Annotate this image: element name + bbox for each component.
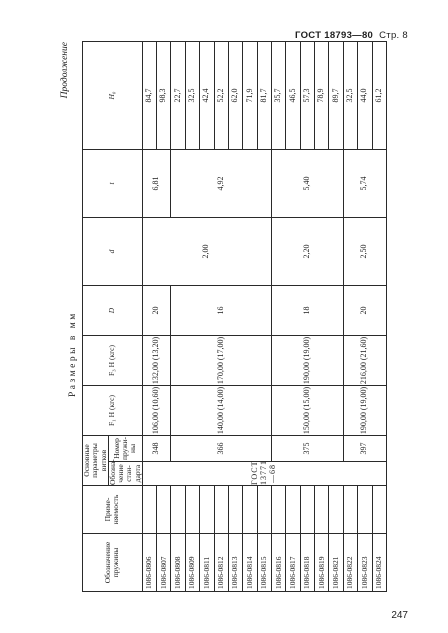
col-main-params: Основные параметры витков: [83, 435, 109, 485]
page-number: 247: [391, 610, 408, 621]
cell-designation: 1086-0817: [286, 534, 300, 592]
cell-D: 16: [171, 285, 272, 335]
cell-h0: 81,7: [257, 41, 271, 149]
cell-f1: 150,00 (15,00): [271, 385, 343, 435]
cell-h0: 32,5: [343, 41, 357, 149]
cell-f3: 216,00 (21,60): [343, 335, 386, 385]
cell-h0: 62,0: [228, 41, 242, 149]
cell-spring-no: 375: [271, 435, 343, 461]
cell-h0: 57,3: [300, 41, 314, 149]
cell-f3: 190,00 (19,00): [271, 335, 343, 385]
cell-h0: 98,3: [157, 41, 171, 149]
cell-applicability: [271, 486, 285, 534]
page-label: Стр. 8: [379, 30, 408, 41]
cell-h0: 44,0: [358, 41, 372, 149]
cell-h0: 32,5: [185, 41, 199, 149]
cell-h0: 52,2: [214, 41, 228, 149]
cell-D: 18: [271, 285, 343, 335]
col-D: D: [83, 285, 143, 335]
cell-applicability: [243, 486, 257, 534]
cell-t: 5,40: [271, 149, 343, 217]
cell-designation: 1086-0807: [157, 534, 171, 592]
cell-designation: 1086-0819: [315, 534, 329, 592]
col-gost-designation: Обозна-чение стан-дарта: [107, 459, 142, 485]
cell-h0: 84,7: [142, 41, 156, 149]
cell-f3: 170,00 (17,00): [171, 335, 272, 385]
col-f3: F₃ Н (кгс): [83, 335, 143, 385]
cell-h0: 22,7: [171, 41, 185, 149]
spring-dimensions-table: [82, 41, 387, 592]
page-header: [295, 30, 408, 41]
col-applicability: Приме-няемость: [83, 486, 143, 534]
cell-d: 2,20: [271, 217, 343, 285]
cell-f1: 140,00 (14,00): [171, 385, 272, 435]
cell-applicability: [214, 486, 228, 534]
cell-applicability: [228, 486, 242, 534]
cell-applicability: [200, 486, 214, 534]
cell-spring-no: 348: [142, 435, 171, 461]
cell-designation: 1086-0822: [343, 534, 357, 592]
cell-gost: ГОСТ 13771—68: [142, 462, 386, 486]
cell-d: 2,00: [142, 217, 271, 285]
cell-applicability: [157, 486, 171, 534]
cell-applicability: [300, 486, 314, 534]
cell-applicability: [372, 486, 387, 534]
cell-h0: 35,7: [271, 41, 285, 149]
cell-f1: 106,00 (10,60): [142, 385, 171, 435]
cell-designation: 1086-0815: [257, 534, 271, 592]
cell-applicability: [286, 486, 300, 534]
cell-h0: 71,9: [243, 41, 257, 149]
cell-applicability: [343, 486, 357, 534]
cell-designation: 1086-0813: [228, 534, 242, 592]
cell-f3: 132,00 (13,20): [142, 335, 171, 385]
cell-designation: 1086-0823: [358, 534, 372, 592]
cell-d: 2,50: [343, 217, 386, 285]
cell-designation: 1086-0809: [185, 534, 199, 592]
cell-applicability: [329, 486, 343, 534]
rotated-table-block: [62, 42, 387, 592]
cell-h0: 46,5: [286, 41, 300, 149]
cell-designation: 1086-0814: [243, 534, 257, 592]
cell-applicability: [315, 486, 329, 534]
cell-h0: 61,2: [372, 41, 387, 149]
col-t: t: [83, 149, 143, 217]
cell-designation: 1086-0824: [372, 534, 387, 592]
cell-designation: 1086-0808: [171, 534, 185, 592]
table-title: Размеры в мм: [68, 311, 78, 397]
cell-designation: 1086-0818: [300, 534, 314, 592]
cell-designation: 1086-0816: [271, 534, 285, 592]
continued-label: Продолжение: [60, 42, 70, 99]
col-f1: F₁ Н (кгс): [83, 385, 143, 435]
cell-t: 4,92: [171, 149, 272, 217]
cell-applicability: [142, 486, 156, 534]
cell-spring-no: 366: [171, 435, 272, 461]
cell-h0: 78,9: [315, 41, 329, 149]
cell-f1: 190,00 (19,00): [343, 385, 386, 435]
cell-spring-no: 397: [343, 435, 386, 461]
cell-applicability: [185, 486, 199, 534]
cell-t: 5,74: [343, 149, 386, 217]
col-d: d: [83, 217, 143, 285]
col-H0: H₀: [83, 41, 143, 149]
cell-applicability: [358, 486, 372, 534]
cell-t: 6,81: [142, 149, 171, 217]
cell-D: 20: [142, 285, 171, 335]
cell-D: 20: [343, 285, 386, 335]
cell-h0: 89,7: [329, 41, 343, 149]
cell-h0: 42,4: [200, 41, 214, 149]
cell-designation: 1086-0811: [200, 534, 214, 592]
cell-designation: 1086-0806: [142, 534, 156, 592]
cell-applicability: [171, 486, 185, 534]
cell-designation: 1086-0821: [329, 534, 343, 592]
col-designation: Обозначение пружины: [83, 534, 143, 592]
col-spring-number: Номер пружи-ны: [108, 435, 142, 461]
cell-applicability: [257, 486, 271, 534]
cell-designation: 1086-0812: [214, 534, 228, 592]
standard-number: ГОСТ 18793—80: [295, 30, 374, 41]
